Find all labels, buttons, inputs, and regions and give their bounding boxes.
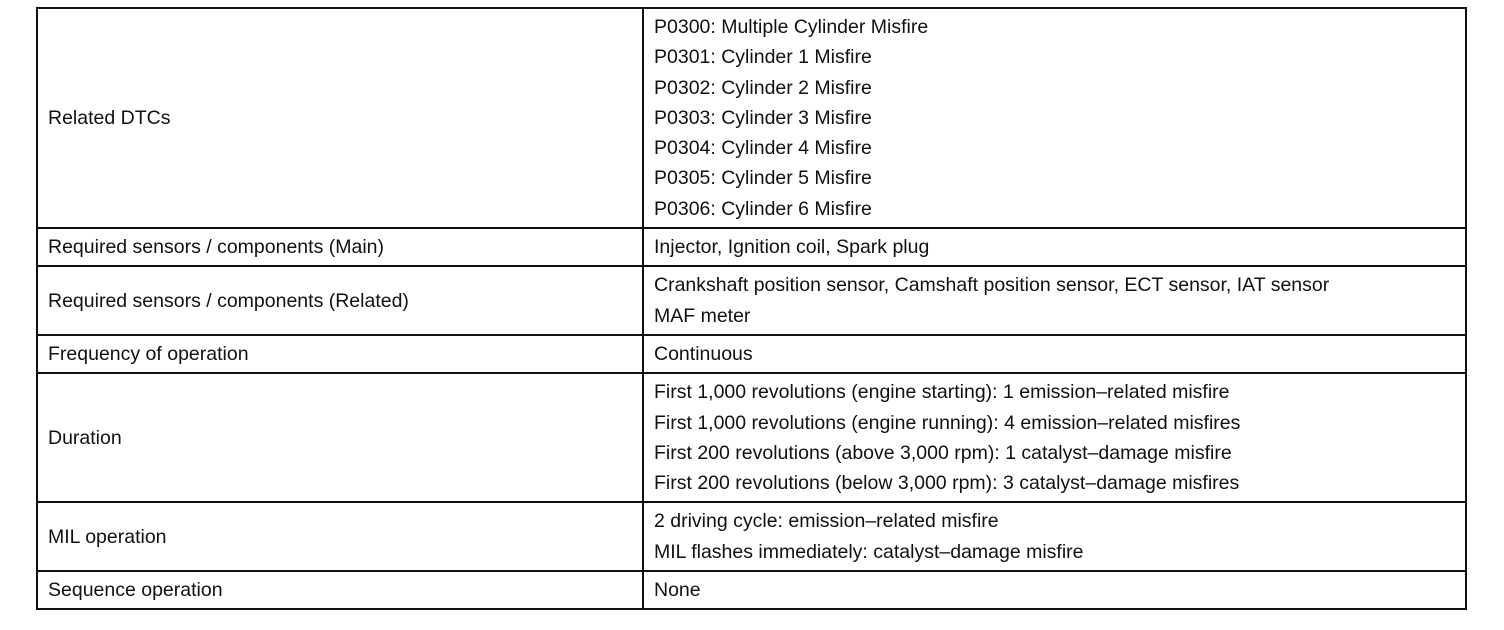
row-label: MIL operation [37, 502, 643, 571]
row-label: Sequence operation [37, 571, 643, 609]
value-line: None [654, 579, 701, 602]
table-row-duration [37, 373, 1466, 502]
row-label: Duration [37, 373, 643, 502]
dtc-line: P0300: Multiple Cylinder Misfire [654, 16, 929, 38]
dtc-line: P0301: Cylinder 1 Misfire [654, 46, 872, 69]
row-value [643, 266, 1466, 335]
row-value [643, 373, 1466, 502]
table-row-mil-operation [37, 502, 1466, 571]
row-label: Required sensors / components (Related) [37, 266, 643, 335]
dtc-line: P0303: Cylinder 3 Misfire [654, 106, 872, 129]
table-row-sequence-operation [37, 571, 1466, 609]
value-line: MIL flashes immediately: catalyst–damage misfire [654, 540, 1084, 563]
dtc-line: P0306: Cylinder 6 Misfire [654, 197, 872, 220]
value-line: First 1,000 revolutions (engine starting): 1 emission–related misfire [654, 381, 1230, 404]
row-label: Related DTCs [37, 8, 643, 228]
dtc-line: P0305: Cylinder 5 Misfire [654, 167, 872, 190]
dtc-line: P0304: Cylinder 4 Misfire [654, 137, 872, 160]
row-value [643, 571, 1466, 609]
table-row-sensors-related [37, 266, 1466, 335]
value-line: Continuous [654, 342, 753, 365]
value-line: First 200 revolutions (above 3,000 rpm): 1 catalyst–damage misfire [654, 441, 1232, 464]
value-line: First 200 revolutions (below 3,000 rpm): 3 catalyst–damage misfires [654, 472, 1240, 495]
table-row-sensors-main [37, 228, 1466, 266]
table-row-frequency [37, 335, 1466, 373]
row-value [643, 335, 1466, 373]
table-row-related-dtcs [37, 8, 1466, 228]
value-line: First 1,000 revolutions (engine running): 4 emission–related misfires [654, 411, 1241, 434]
row-label: Required sensors / components (Main) [37, 228, 643, 266]
spec-table [36, 7, 1467, 610]
row-value [643, 8, 1466, 228]
row-value [643, 228, 1466, 266]
value-line: Crankshaft position sensor, Camshaft position sensor, ECT sensor, IAT sensor [654, 274, 1330, 297]
row-label: Frequency of operation [37, 335, 643, 373]
row-value [643, 502, 1466, 571]
value-line: Injector, Ignition coil, Spark plug [654, 236, 930, 259]
value-line: MAF meter [654, 304, 751, 327]
value-line: 2 driving cycle: emission–related misfire [654, 510, 999, 533]
dtc-line: P0302: Cylinder 2 Misfire [654, 76, 872, 99]
